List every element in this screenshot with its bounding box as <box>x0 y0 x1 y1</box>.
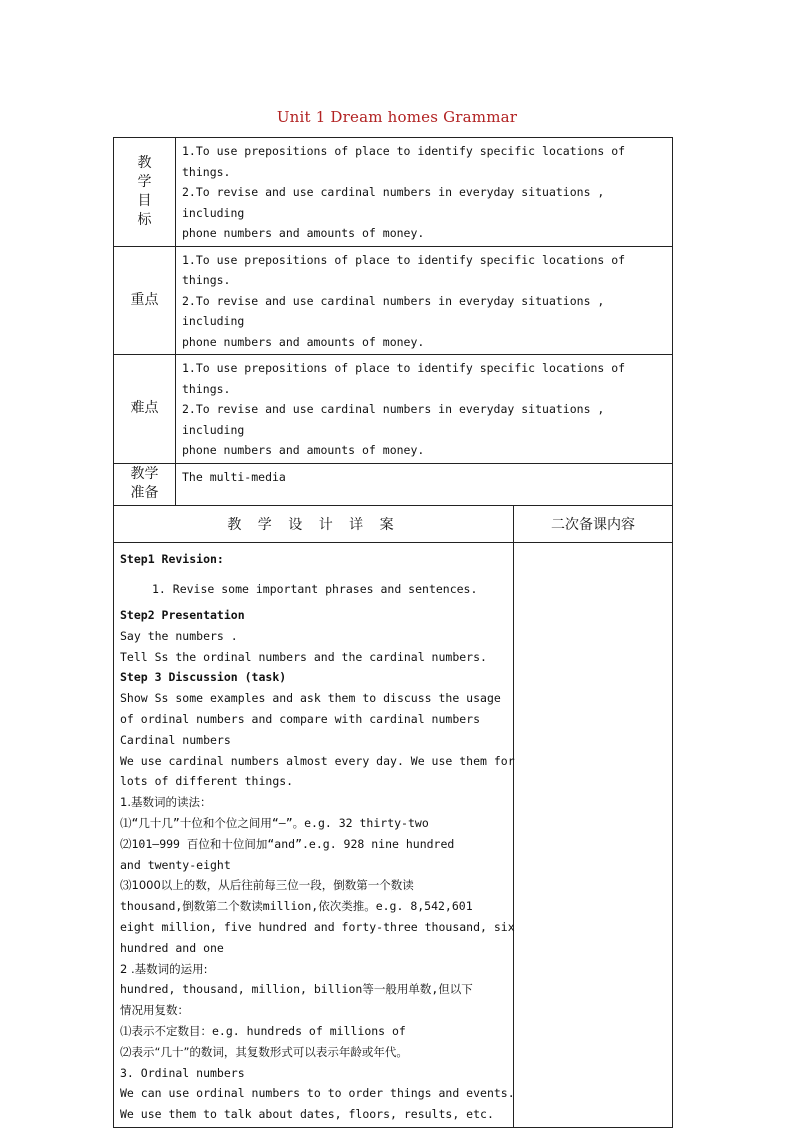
plan-line: ⑵101—999 百位和十位间加“and”.e.g. 928 nine hundred <box>120 836 455 851</box>
notes-content[interactable] <box>514 542 673 1128</box>
plan-line: Cardinal numbers <box>120 732 231 747</box>
plan-line: ⑵表示“几十”的数词，其复数形式可以表示年龄或年代。 <box>120 1044 408 1059</box>
difficult-points-content <box>176 355 673 464</box>
plan-line: 2 .基数词的运用: <box>120 961 208 976</box>
teaching-preparation-row <box>114 463 673 505</box>
step-heading: Step1 Revision: <box>120 551 224 566</box>
plan-line: hundred, thousand, million, billion等一般用单数,但以下 <box>120 982 473 997</box>
plan-line: Tell Ss the ordinal numbers and the cardinal numbers. <box>120 649 487 664</box>
label-text: 教 <box>137 154 152 171</box>
teaching-plan-content <box>114 542 514 1128</box>
content-line: 2.To revise and use cardinal numbers in everyday situations , including <box>182 293 605 328</box>
content-line: The multi-media <box>182 469 286 484</box>
label-text: 标 <box>137 211 152 228</box>
teaching-objectives-row <box>114 138 673 247</box>
plan-line: 3. Ordinal numbers <box>120 1065 245 1080</box>
plan-line: We use cardinal numbers almost every day. We use them for <box>120 753 515 768</box>
content-line: 1.To use prepositions of place to identify specific locations of things. <box>182 144 626 179</box>
teaching-preparation-label <box>114 463 176 505</box>
plan-line: We can use ordinal numbers to to order things and events. <box>120 1086 515 1101</box>
design-body-row <box>114 542 673 1128</box>
plan-line: 1.基数词的读法： <box>120 795 212 810</box>
plan-line: Show Ss some examples and ask them to discuss the usage <box>120 691 501 706</box>
content-line: 2.To revise and use cardinal numbers in everyday situations , including <box>182 402 605 437</box>
label-text: 教学 <box>130 466 159 482</box>
content-line: 1.To use prepositions of place to identify specific locations of things. <box>182 361 626 396</box>
step-heading: Step2 Presentation <box>120 608 245 623</box>
plan-line: ⑴“几十几”十位和个位之间用“—”。e.g. 32 thirty-two <box>120 816 429 831</box>
teaching-objectives-label <box>114 138 176 247</box>
plan-line: lots of different things. <box>120 774 294 789</box>
design-header-row <box>114 505 673 542</box>
plan-line: ⑶1000以上的数，从后往前每三位一段，倒数第一个数读 <box>120 878 414 893</box>
key-points-row <box>114 246 673 355</box>
plan-line: 情况用复数： <box>120 1003 189 1018</box>
content-line: 2.To revise and use cardinal numbers in everyday situations , including <box>182 185 605 220</box>
content-line: phone numbers and amounts of money. <box>182 443 425 457</box>
page-title: Unit 1 Dream homes Grammar <box>276 108 518 126</box>
plan-line: hundred and one <box>120 940 224 955</box>
plan-line: and twenty-eight <box>120 857 231 872</box>
difficult-points-label <box>114 355 176 464</box>
label-text: 学 <box>137 173 152 190</box>
label-text: 难点 <box>130 400 159 417</box>
plan-line: thousand,倒数第二个数读million,依次类推。e.g. 8,542,601 <box>120 899 473 914</box>
key-points-label <box>114 246 176 355</box>
plan-line: Say the numbers . <box>120 628 238 643</box>
key-points-content <box>176 246 673 355</box>
plan-line: ⑴表示不定数目：e.g. hundreds of millions of <box>120 1024 406 1039</box>
design-header: 教 学 设 计 详 案 <box>114 505 514 542</box>
notes-header: 二次备课内容 <box>514 505 673 542</box>
label-text: 目 <box>137 192 152 209</box>
content-line: 1.To use prepositions of place to identify specific locations of things. <box>182 252 626 287</box>
teaching-objectives-content <box>176 138 673 247</box>
difficult-points-row <box>114 355 673 464</box>
content-line: phone numbers and amounts of money. <box>182 226 425 240</box>
content-line: phone numbers and amounts of money. <box>182 334 425 349</box>
label-text: 准备 <box>130 485 159 501</box>
plan-line: eight million, five hundred and forty-three thousand, six <box>120 920 515 935</box>
step-heading: Step 3 Discussion (task) <box>120 670 287 685</box>
label-text: 重点 <box>130 291 159 308</box>
teaching-preparation-content <box>176 463 673 505</box>
plan-line: of ordinal numbers and compare with cardinal numbers <box>120 712 481 727</box>
plan-line: 1. Revise some important phrases and sentences. <box>152 582 478 597</box>
lesson-plan-table <box>113 137 673 1128</box>
plan-line: We use them to talk about dates, floors, results, etc. <box>120 1107 494 1122</box>
